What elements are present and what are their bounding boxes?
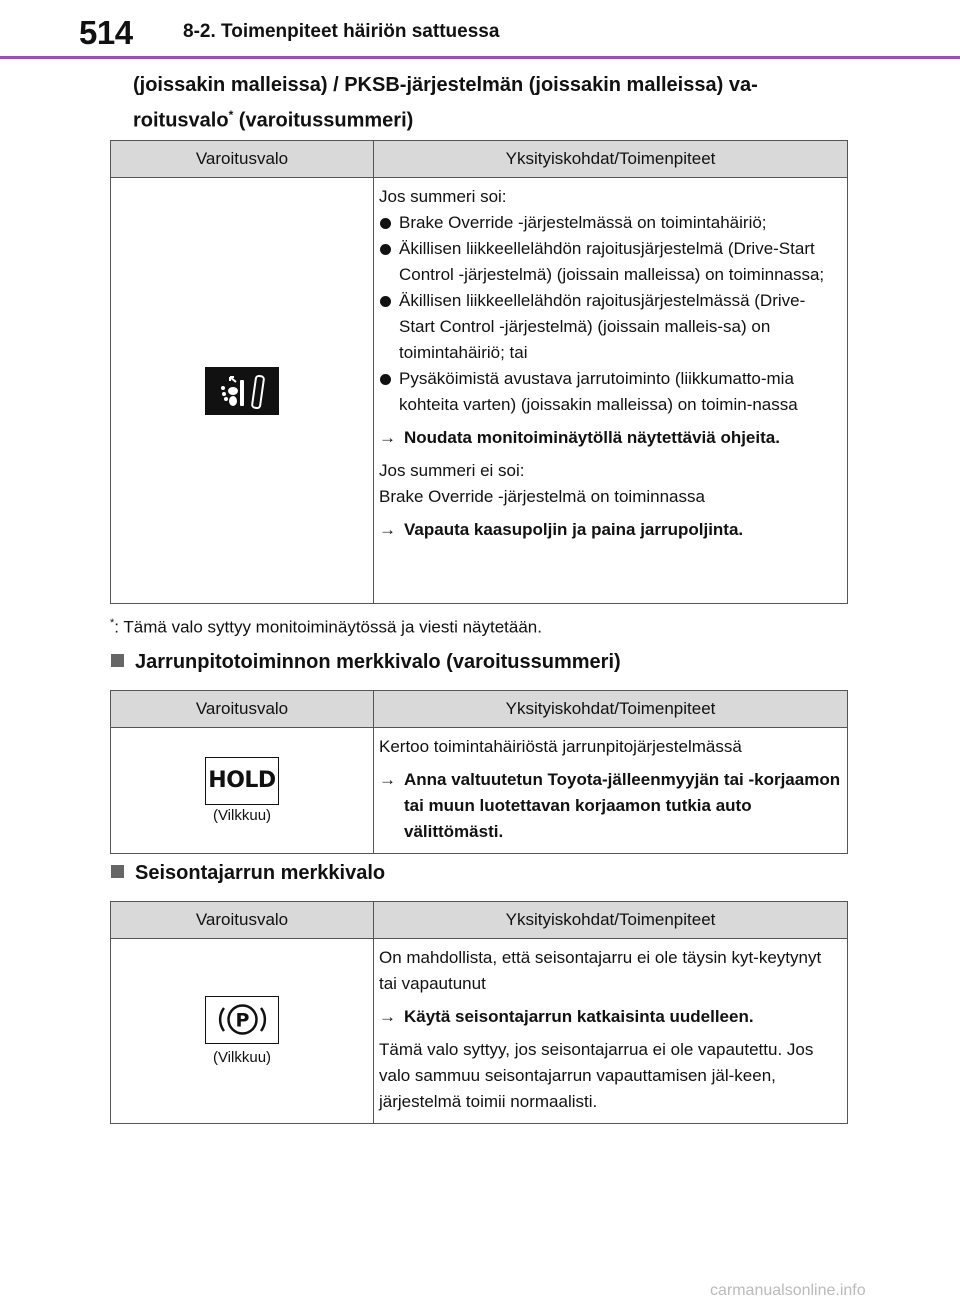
column-header-warning-light: Varoitusvalo [111, 141, 374, 178]
action-text: Vapauta kaasupoljin ja paina jarrupoljinta. [404, 520, 744, 539]
section-marker-icon [111, 654, 124, 667]
footnote-mark: * [228, 108, 234, 122]
section-title: 8-2. Toimenpiteet häiriön sattuessa [183, 21, 500, 42]
action-instruction [379, 767, 841, 845]
intro-heading-line1: (joissakin malleissa) / PKSB-järjestelmän (joissakin malleissa) va- [133, 74, 758, 96]
details-cell [374, 728, 848, 854]
note-text: Tämä valo syttyy, jos seisontajarrua ei ole vapautettu. Jos valo sammuu seisontajarrun vapauttamisen jäl-keen, järjestelmä toimii normaalisti. [379, 1040, 814, 1111]
table-header-row [111, 691, 848, 728]
section-heading-text: Jarrunpitotoiminnon merkkivalo (varoitussummeri) [135, 651, 621, 673]
details-cell [374, 178, 848, 604]
table-row [111, 728, 848, 854]
action-text: Anna valtuutetun Toyota-jälleenmyyjän tai -korjaamon tai muun luotettavan korjaamon tutkia auto välittömästi. [404, 770, 841, 841]
page-number: 514 [79, 14, 133, 51]
detail-text: Kertoo toimintahäiriöstä jarrunpitojärjestelmässä [379, 737, 742, 756]
section-marker-icon [111, 865, 124, 878]
svg-text:P: P [235, 1009, 249, 1032]
detail-text: On mahdollista, että seisontajarru ei ole täysin kyt-keytynyt tai vapautunut [379, 948, 822, 993]
table-header-row [111, 141, 848, 178]
details-cell [374, 939, 848, 1124]
column-header-details: Yksityiskohdat/Toimenpiteet [374, 141, 848, 178]
warning-light-cell [111, 178, 374, 604]
section-heading-parking [111, 862, 385, 885]
list-item: Äkillisen liikkeellelähdön rajoitusjärjestelmä (Drive-Start Control -järjestelmä) (joissain malleissa) on toiminnassa; [379, 236, 841, 288]
no-buzzer-detail: Brake Override -järjestelmä on toiminnassa [379, 487, 705, 506]
arrow-icon: → [379, 428, 396, 447]
section-heading-text: Seisontajarrun merkkivalo [135, 862, 386, 884]
footnote-text: : Tämä valo syttyy monitoiminäytössä ja viesti näytetään. [114, 617, 542, 637]
intro-heading [133, 70, 853, 136]
column-header-warning-light: Varoitusvalo [111, 902, 374, 939]
no-buzzer-condition: Jos summeri ei soi: [379, 461, 525, 480]
warning-table-brake-override [110, 140, 848, 604]
buzzer-condition: Jos summeri soi: [379, 187, 507, 206]
action-instruction [379, 425, 841, 451]
action-instruction [379, 517, 841, 543]
warning-table-hold [110, 690, 848, 854]
parking-brake-icon [205, 996, 279, 1044]
arrow-icon: → [379, 770, 396, 789]
column-header-details: Yksityiskohdat/Toimenpiteet [374, 691, 848, 728]
action-text: Noudata monitoiminäytöllä näytettäviä ohjeita. [404, 428, 780, 447]
header-divider [0, 56, 960, 59]
hold-indicator-text: HOLD [208, 768, 276, 793]
list-item: Pysäköimistä avustava jarrutoiminto (liikkumatto-mia kohteita varten) (joissakin malleissa) on toimin-nassa [379, 366, 841, 418]
list-item: Äkillisen liikkeellelähdön rajoitusjärjestelmässä (Drive-Start Control -järjestelmä) (joissain malleis-sa) on toimintahäiriö; tai [379, 288, 841, 366]
footnote-mark: * [110, 617, 115, 629]
section-heading-hold [111, 651, 621, 674]
intro-heading-line2 [133, 100, 853, 136]
warning-table-parking-brake [110, 901, 848, 1124]
page-header [0, 0, 960, 60]
brake-override-warning-icon [205, 367, 279, 415]
warning-light-cell [111, 728, 374, 854]
action-instruction [379, 1004, 841, 1030]
list-item: Brake Override -järjestelmässä on toimintahäiriö; [379, 210, 841, 236]
footnote [110, 617, 542, 638]
arrow-icon: → [379, 1007, 396, 1026]
table-row [111, 939, 848, 1124]
action-text: Käytä seisontajarrun katkaisinta uudelleen. [404, 1007, 754, 1026]
intro-heading-text: roitusvalo [133, 109, 229, 132]
table-header-row [111, 902, 848, 939]
watermark: carmanualsonline.info [710, 1282, 866, 1299]
blinking-caption: (Vilkkuu) [212, 807, 272, 824]
column-header-warning-light: Varoitusvalo [111, 691, 374, 728]
column-header-details: Yksityiskohdat/Toimenpiteet [374, 902, 848, 939]
arrow-icon: → [379, 520, 396, 539]
hold-indicator-icon [205, 757, 279, 805]
table-row [111, 178, 848, 604]
blinking-caption: (Vilkkuu) [212, 1049, 272, 1066]
warning-light-cell [111, 939, 374, 1124]
intro-heading-suffix: (varoitussummeri) [233, 109, 414, 132]
